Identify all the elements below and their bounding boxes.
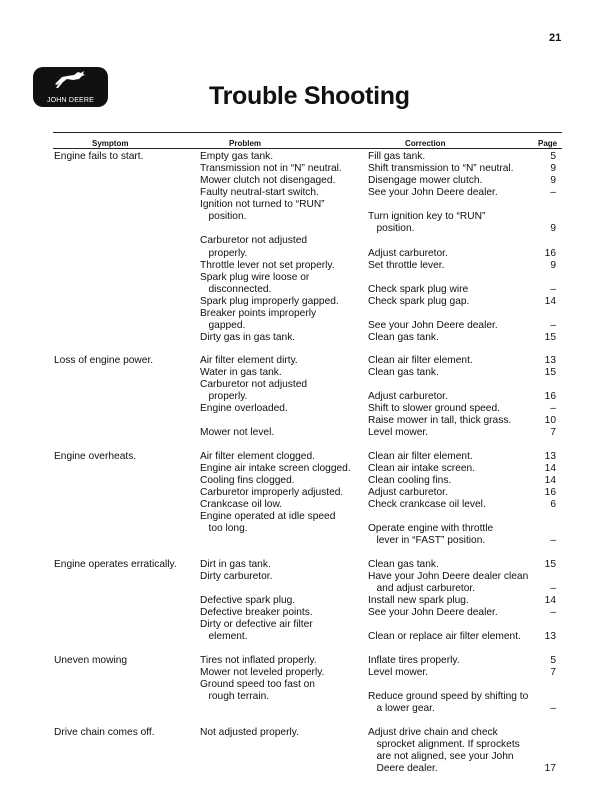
correction-cell: Adjust carburetor.	[368, 391, 448, 402]
correction-cell: Clean gas tank.	[368, 367, 439, 378]
correction-cell: Inflate tires properly.	[368, 655, 460, 666]
problem-cell: element.	[200, 631, 248, 642]
page-ref-cell: 7	[550, 667, 556, 678]
problem-cell: properly.	[200, 248, 248, 259]
correction-cell: and adjust carburetor.	[368, 583, 476, 594]
page-ref-cell: 13	[544, 631, 556, 642]
problem-cell: Defective spark plug.	[200, 595, 296, 606]
problem-cell: disconnected.	[200, 284, 272, 295]
correction-cell: Disengage mower clutch.	[368, 175, 483, 186]
correction-cell: Level mower.	[368, 667, 429, 678]
correction-cell: Fill gas tank.	[368, 151, 426, 162]
correction-cell: Adjust drive chain and check	[368, 727, 498, 738]
correction-cell: See your John Deere dealer.	[368, 320, 498, 331]
page-ref-cell: –	[550, 703, 556, 714]
correction-cell: Clean air filter element.	[368, 451, 473, 462]
problem-cell: Mower clutch not disengaged.	[200, 175, 336, 186]
symptom-cell: Engine overheats.	[54, 451, 137, 462]
logo-text: JOHN DEERE	[46, 97, 95, 104]
page-ref-cell: 13	[544, 451, 556, 462]
correction-cell: Adjust carburetor.	[368, 487, 448, 498]
deer-icon	[55, 70, 87, 94]
correction-cell: Install new spark plug.	[368, 595, 469, 606]
correction-cell: sprocket alignment. If sprockets	[368, 739, 520, 750]
problem-cell: Cooling fins clogged.	[200, 475, 295, 486]
problem-cell: Dirty carburetor.	[200, 571, 273, 582]
page-ref-cell: 16	[544, 487, 556, 498]
page-ref-cell: 14	[544, 463, 556, 474]
problem-cell: rough terrain.	[200, 691, 270, 702]
correction-cell: Set throttle lever.	[368, 260, 445, 271]
correction-cell: Check crankcase oil level.	[368, 499, 486, 510]
problem-cell: Dirty gas in gas tank.	[200, 332, 296, 343]
problem-cell: Carburetor not adjusted	[200, 235, 308, 246]
correction-cell: Deere dealer.	[368, 763, 438, 774]
page-ref-cell: 14	[544, 595, 556, 606]
page-ref-cell: 17	[544, 763, 556, 774]
problem-cell: Spark plug wire loose or	[200, 272, 310, 283]
page-ref-cell: 13	[544, 355, 556, 366]
problem-cell: Dirt in gas tank.	[200, 559, 271, 570]
page-ref-cell: –	[550, 607, 556, 618]
header-page: Page	[538, 139, 558, 148]
problem-cell: Spark plug improperly gapped.	[200, 296, 339, 307]
header-correction: Correction	[405, 139, 446, 148]
page-number: 21	[549, 32, 562, 44]
problem-cell: too long.	[200, 523, 248, 534]
correction-cell: Clean gas tank.	[368, 332, 439, 343]
page-ref-cell: –	[550, 403, 556, 414]
page-ref-cell: 14	[544, 475, 556, 486]
page-ref-cell: 7	[550, 427, 556, 438]
problem-cell: Faulty neutral-start switch.	[200, 187, 319, 198]
problem-cell: Engine operated at idle speed	[200, 511, 336, 522]
correction-cell: Clean or replace air filter element.	[368, 631, 521, 642]
correction-cell: Shift transmission to “N” neutral.	[368, 163, 514, 174]
correction-cell: lever in “FAST” position.	[368, 535, 486, 546]
problem-cell: Ground speed too fast on	[200, 679, 315, 690]
problem-cell: gapped.	[200, 320, 246, 331]
problem-cell: Engine overloaded.	[200, 403, 288, 414]
problem-cell: Engine air intake screen clogged.	[200, 463, 351, 474]
correction-cell: Clean air intake screen.	[368, 463, 476, 474]
page-ref-cell: –	[550, 320, 556, 331]
problem-cell: Crankcase oil low.	[200, 499, 283, 510]
header-problem: Problem	[229, 139, 262, 148]
page-ref-cell: 16	[544, 248, 556, 259]
correction-cell: a lower gear.	[368, 703, 435, 714]
problem-cell: Transmission not in “N” neutral.	[200, 163, 342, 174]
symptom-cell: Engine operates erratically.	[54, 559, 177, 570]
problem-cell: Carburetor improperly adjusted.	[200, 487, 344, 498]
header-rule	[53, 148, 562, 149]
top-rule	[53, 132, 562, 133]
correction-cell: are not aligned, see your John	[368, 751, 514, 762]
symptom-cell: Engine fails to start.	[54, 151, 144, 162]
correction-cell: Clean air filter element.	[368, 355, 473, 366]
correction-cell: Clean gas tank.	[368, 559, 439, 570]
correction-cell: See your John Deere dealer.	[368, 187, 498, 198]
correction-cell: Check spark plug gap.	[368, 296, 470, 307]
page-ref-cell: –	[550, 583, 556, 594]
correction-cell: Level mower.	[368, 427, 429, 438]
page-ref-cell: –	[550, 535, 556, 546]
problem-cell: Water in gas tank.	[200, 367, 282, 378]
problem-cell: Mower not level.	[200, 427, 275, 438]
problem-cell: Mower not leveled properly.	[200, 667, 325, 678]
page-ref-cell: 15	[544, 332, 556, 343]
page-ref-cell: 9	[550, 175, 556, 186]
symptom-cell: Loss of engine power.	[54, 355, 154, 366]
page-ref-cell: 9	[550, 223, 556, 234]
problem-cell: Ignition not turned to “RUN”	[200, 199, 325, 210]
correction-cell: Check spark plug wire	[368, 284, 469, 295]
page-ref-cell: 5	[550, 655, 556, 666]
correction-cell: Clean cooling fins.	[368, 475, 452, 486]
page-ref-cell: –	[550, 187, 556, 198]
problem-cell: position.	[200, 211, 247, 222]
problem-cell: Air filter element clogged.	[200, 451, 315, 462]
symptom-cell: Drive chain comes off.	[54, 727, 155, 738]
problem-cell: Throttle lever not set properly.	[200, 260, 335, 271]
problem-cell: Empty gas tank.	[200, 151, 274, 162]
page-ref-cell: 9	[550, 163, 556, 174]
correction-cell: Have your John Deere dealer clean	[368, 571, 529, 582]
page-ref-cell: 15	[544, 559, 556, 570]
problem-cell: properly.	[200, 391, 248, 402]
john-deere-logo	[33, 67, 108, 107]
problem-cell: Dirty or defective air filter	[200, 619, 313, 630]
correction-cell: Adjust carburetor.	[368, 248, 448, 259]
symptom-cell: Uneven mowing	[54, 655, 128, 666]
problem-cell: Defective breaker points.	[200, 607, 313, 618]
correction-cell: Raise mower in tall, thick grass.	[368, 415, 512, 426]
page-ref-cell: 16	[544, 391, 556, 402]
page-ref-cell: 5	[550, 151, 556, 162]
header-symptom: Symptom	[92, 139, 129, 148]
page-title: Trouble Shooting	[209, 82, 410, 110]
page-ref-cell: –	[550, 284, 556, 295]
problem-cell: Air filter element dirty.	[200, 355, 298, 366]
problem-cell: Breaker points improperly	[200, 308, 317, 319]
correction-cell: Turn ignition key to “RUN”	[368, 211, 486, 222]
page-ref-cell: 6	[550, 499, 556, 510]
problem-cell: Tires not inflated properly.	[200, 655, 317, 666]
page-ref-cell: 15	[544, 367, 556, 378]
correction-cell: Reduce ground speed by shifting to	[368, 691, 529, 702]
page-ref-cell: 9	[550, 260, 556, 271]
correction-cell: Operate engine with throttle	[368, 523, 494, 534]
page-ref-cell: 10	[544, 415, 556, 426]
correction-cell: position.	[368, 223, 415, 234]
correction-cell: See your John Deere dealer.	[368, 607, 498, 618]
correction-cell: Shift to slower ground speed.	[368, 403, 500, 414]
page-ref-cell: 14	[544, 296, 556, 307]
problem-cell: Not adjusted properly.	[200, 727, 299, 738]
problem-cell: Carburetor not adjusted	[200, 379, 308, 390]
